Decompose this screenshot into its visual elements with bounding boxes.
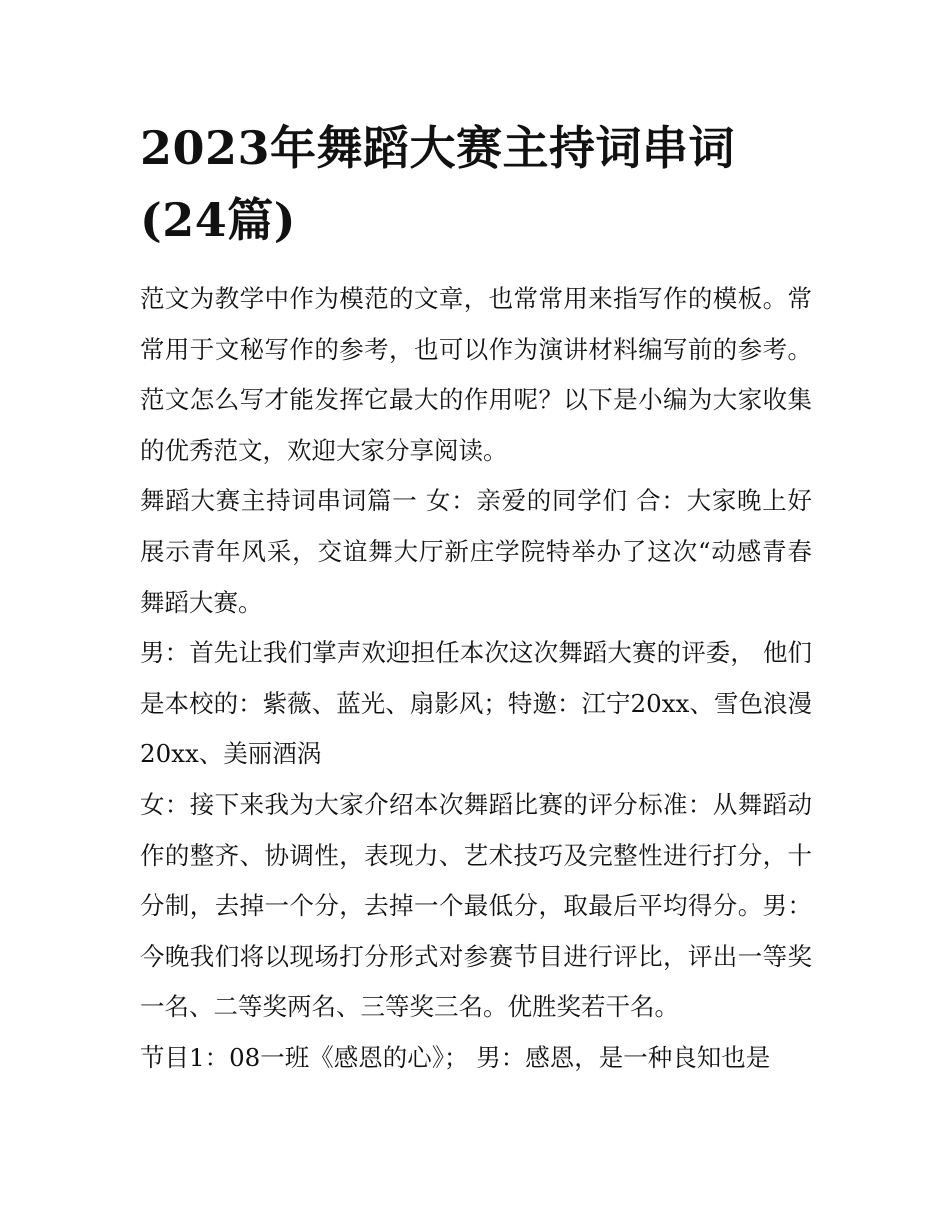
body-paragraph-3: 女：接下来我为大家介绍本次舞蹈比赛的评分标准：从舞蹈动作的整齐、协调性，表现力、艺术技巧及完整性进行打分，十分制，去掉一个分，去掉一个最低分，取最后平均得分。男：今晚我们将以现场打分形式对参赛节目进行评比，评出一等奖一名、二等奖两名、三等奖三名。优胜奖若干名。 (140, 789, 812, 1022)
intro-paragraph: 范文为教学中作为模范的文章，也常常用来指写作的模板。常常用于文秘写作的参考，也可以作为演讲材料编写前的参考。范文怎么写才能发挥它最大的作用呢？以下是小编为大家收集的优秀范文，欢迎大家分享阅读。 (140, 284, 812, 465)
body-paragraph-2: 男：首先让我们掌声欢迎担任本次这次舞蹈大赛的评委， 他们是本校的：紫薇、蓝光、扇影风；特邀：江宁20xx、雪色浪漫20xx、美丽酒涡 (140, 638, 812, 769)
body-paragraph-1: 舞蹈大赛主持词串词篇一 女：亲爱的同学们 合：大家晚上好展示青年风采，交谊舞大厅新庄学院特举办了这次“动感青春舞蹈大赛。 (140, 486, 812, 617)
title-line-1: 2023年舞蹈大赛主持词串词 (140, 121, 736, 175)
body-paragraph-4: 节目1：08一班《感恩的心》； 男：感恩，是一种良知也是 (140, 1042, 771, 1072)
document-page (140, 112, 812, 1084)
document-title (140, 112, 812, 256)
title-line-2: (24篇) (140, 193, 297, 247)
